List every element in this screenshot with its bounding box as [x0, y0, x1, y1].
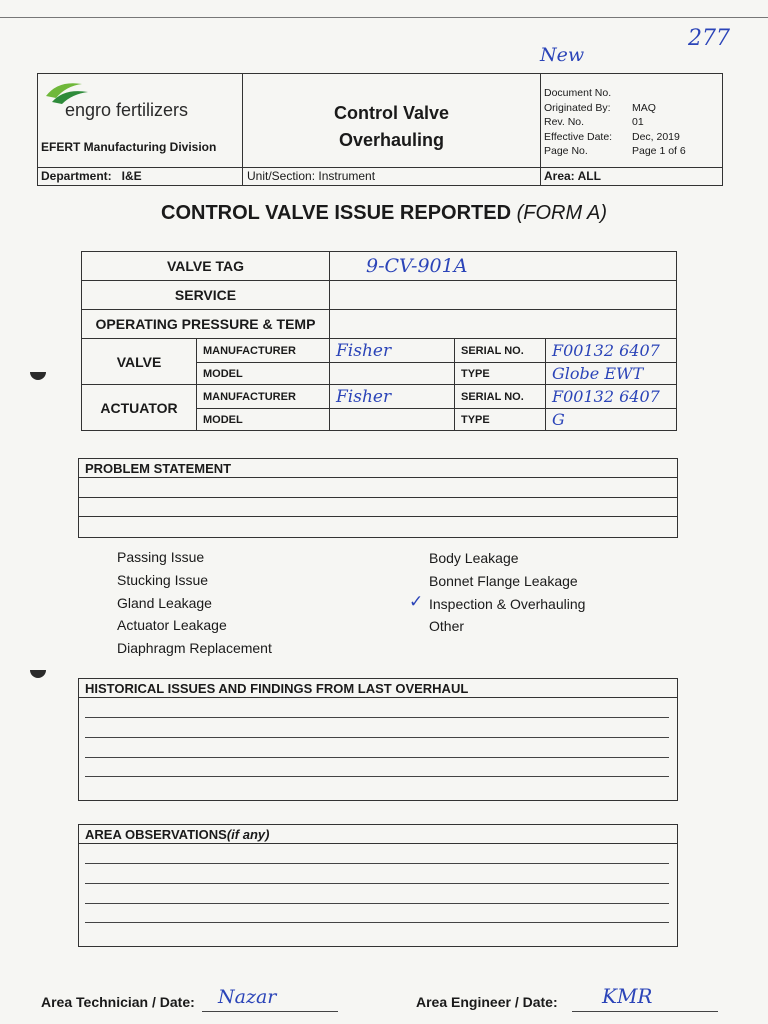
punch-hole — [30, 372, 46, 380]
operating-pressure-label: OPERATING PRESSURE & TEMP — [82, 310, 330, 339]
form-title — [0, 202, 768, 225]
actuator-type-value: G — [546, 409, 677, 431]
service-value — [330, 281, 677, 310]
actuator-manufacturer-label: MANUFACTURER — [197, 385, 330, 409]
division-name: EFERT Manufacturing Division — [41, 140, 217, 154]
form-title-sub: (FORM A) — [516, 202, 607, 224]
valve-manufacturer-value: Fisher — [330, 339, 455, 363]
valve-info-table — [81, 251, 677, 431]
technician-signature: Nazar — [218, 986, 277, 1008]
valve-model-value — [330, 363, 455, 385]
valve-label: VALVE — [82, 339, 197, 385]
doc-info-label: Effective Date: — [544, 130, 613, 143]
issue-options-right — [429, 547, 585, 638]
valve-model-label: MODEL — [197, 363, 330, 385]
historical-label: HISTORICAL ISSUES AND FINDINGS FROM LAST OVERHAUL — [85, 681, 469, 696]
issue-option: Passing Issue — [117, 549, 205, 565]
issue-option: Bonnet Flange Leakage — [429, 572, 578, 589]
handwritten-new: New — [540, 44, 585, 66]
punch-hole — [30, 670, 46, 678]
observations-heading — [85, 827, 269, 842]
doc-info-value — [632, 86, 686, 101]
problem-statement-label: PROBLEM STATEMENT — [85, 461, 232, 476]
doc-info-value: MAQ — [632, 101, 656, 114]
engineer-signature: KMR — [602, 984, 653, 1008]
actuator-manufacturer-value: Fisher — [330, 385, 455, 409]
valve-type-label: TYPE — [455, 363, 546, 385]
engineer-label: Area Engineer / Date: — [416, 994, 558, 1010]
doc-info-labels — [544, 86, 612, 159]
valve-manufacturer-label: MANUFACTURER — [197, 339, 330, 363]
area: Area: ALL — [544, 169, 601, 183]
handwritten-page-number: 277 — [688, 26, 730, 51]
valve-serial-label: SERIAL NO. — [455, 339, 546, 363]
actuator-model-value — [330, 409, 455, 431]
issue-option-checked: Inspection & Overhauling — [429, 595, 586, 612]
check-mark-icon: ✓ — [409, 592, 424, 611]
form-title-main: CONTROL VALVE ISSUE REPORTED — [161, 202, 512, 224]
issue-options-left — [117, 546, 272, 660]
unit-section: Unit/Section: Instrument — [247, 169, 376, 183]
doc-title-line2: Overhauling — [338, 130, 445, 150]
observations-suffix: (if any) — [226, 827, 270, 842]
actuator-serial-label: SERIAL NO. — [455, 385, 546, 409]
doc-info-label: Page No. — [544, 145, 588, 158]
valve-serial-value: F00132 6407 — [546, 339, 677, 363]
service-label: SERVICE — [82, 281, 330, 310]
page-edge — [0, 17, 768, 18]
doc-info-value: Page 1 of 6 — [632, 145, 686, 158]
doc-title-line1: Control Valve — [333, 103, 450, 123]
actuator-model-label: MODEL — [197, 409, 330, 431]
valve-tag-value: 9-CV-901A — [330, 252, 677, 281]
operating-pressure-value — [330, 310, 677, 339]
issue-option: Body Leakage — [429, 550, 519, 566]
actuator-type-label: TYPE — [455, 409, 546, 431]
department: Department: I&E — [41, 169, 142, 183]
technician-label: Area Technician / Date: — [41, 994, 195, 1010]
doc-info-label: Originated By: — [544, 101, 611, 114]
doc-info-value: 01 — [632, 116, 644, 129]
doc-info-label: Rev. No. — [544, 116, 585, 129]
logo-text: engro fertilizers — [65, 100, 189, 120]
doc-info-values — [632, 86, 686, 159]
valve-type-value: Globe EWT — [546, 363, 677, 385]
issue-option: Other — [429, 618, 465, 635]
actuator-serial-value: F00132 6407 — [546, 385, 677, 409]
issue-option: Gland Leakage — [117, 594, 212, 611]
actuator-label: ACTUATOR — [82, 385, 197, 431]
observations-label: AREA OBSERVATIONS — [85, 827, 227, 842]
issue-option: Stucking Issue — [117, 571, 209, 588]
doc-info-value: Dec, 2019 — [632, 130, 680, 143]
valve-tag-label: VALVE TAG — [82, 252, 330, 281]
doc-info-label: Document No. — [544, 87, 612, 99]
issue-option: Actuator Leakage — [117, 617, 227, 634]
issue-option: Diaphragm Replacement — [117, 640, 272, 657]
